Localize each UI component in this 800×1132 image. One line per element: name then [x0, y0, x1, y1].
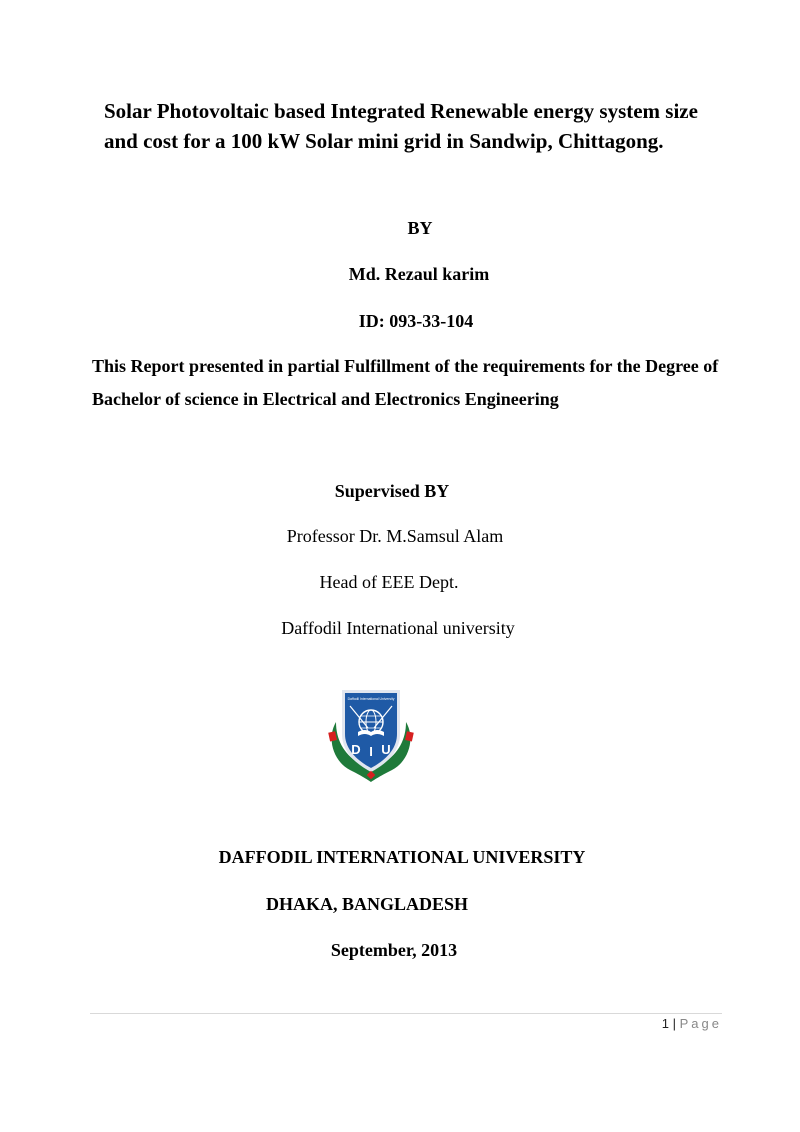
logo-letter-u: U: [381, 742, 391, 757]
page-label: Page: [679, 1016, 722, 1031]
title-line-2: and cost for a 100 kW Solar mini grid in Sandwip, Chittagong.: [104, 129, 664, 153]
page-number: 1: [661, 1016, 669, 1031]
supervised-by-label: Supervised BY: [334, 481, 450, 501]
statement-line-1: This Report presented in partial Fulfillment of the requirements for the Degree of: [92, 356, 719, 376]
logo-letter-d: D: [351, 742, 361, 757]
submission-date: September, 2013: [330, 940, 458, 960]
title-line-1: Solar Photovoltaic based Integrated Renewable energy system size: [104, 99, 698, 123]
university-name: DAFFODIL INTERNATIONAL UNIVERSITY: [218, 847, 586, 867]
logo-top-text: Daffodil International University: [347, 697, 395, 701]
supervisor-institution: Daffodil International university: [281, 618, 515, 638]
by-label: BY: [407, 218, 433, 238]
logo-letter-i: I: [369, 744, 373, 759]
report-title: [104, 96, 698, 156]
statement-line-2: Bachelor of science in Electrical and Electronics Engineering: [92, 389, 559, 409]
footer-divider: [90, 1013, 722, 1014]
page-footer: [662, 1016, 722, 1031]
author-id: ID: 093-33-104: [358, 311, 474, 331]
page-separator: |: [672, 1016, 676, 1031]
diu-shield-emblem: [328, 684, 414, 784]
supervisor-name: Professor Dr. M.Samsul Alam: [286, 526, 504, 546]
supervisor-position: Head of EEE Dept.: [319, 572, 459, 592]
university-location: DHAKA, BANGLADESH: [265, 894, 469, 914]
author-name: Md. Rezaul karim: [348, 264, 490, 284]
university-logo: [328, 684, 414, 784]
